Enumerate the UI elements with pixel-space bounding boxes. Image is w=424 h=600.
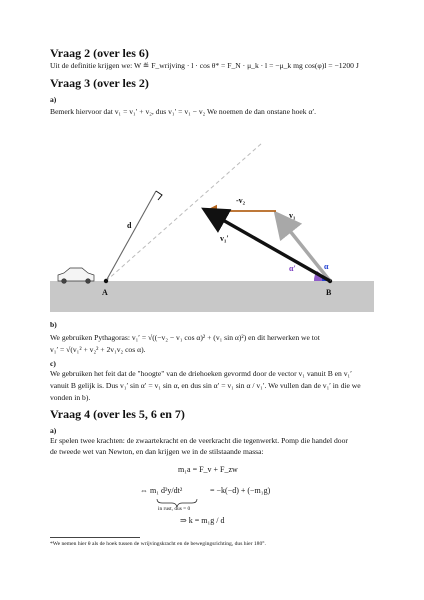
label-b: B (326, 288, 332, 297)
q3-part-b-line1: We gebruiken Pythagoras: v₁′ = √((−v₂ − v₁ cos α)² + (v₁ sin α)²) en dit herwerken we tot (50, 333, 320, 342)
label-v1: v₁ (289, 211, 296, 220)
equation-3: ⇒ k = m₁g / d (180, 516, 225, 525)
label-v1-prime: v₁′ (220, 234, 229, 243)
q3-part-c-line1: We gebruiken het feit dat de "hoogte" van de driehoeken gevormd door de vector v₁ vanuit B en v₁′ (50, 369, 352, 378)
label-a: A (102, 288, 108, 297)
q3-part-b-label: b) (50, 320, 57, 329)
q4-part-a-line1: Er spelen twee krachten: de zwaartekracht en de veerkracht die tegenwerkt. Pomp die handel door (50, 436, 348, 445)
q3-part-b-line2: v₁′ = √(v₁² + v₂² + 2v₁v₂ cos α). (50, 345, 146, 354)
equation-1: m₁a = F_v + F_zw (178, 465, 238, 474)
q3-part-c-line3: vonden in b). (50, 393, 91, 402)
q3-part-a-label: a) (50, 95, 57, 104)
q2-definition-line: Uit de definitie krijgen we: W ≝ F_wrijving · l · cos θ* = F_N · μ_k · l = −μ_k mg cos(φ)l = −1200 J (50, 61, 359, 70)
equation-2-underbrace-note: in rust, dus = 0 (158, 506, 191, 512)
q3-part-c-label: c) (50, 359, 56, 368)
label-alpha-prime: α′ (289, 264, 296, 273)
label-minus-v2: -v₂ (236, 196, 246, 205)
q2-heading: Vraag 2 (over les 6) (50, 46, 149, 60)
q3-part-c-line2: vanuit B gelijk is. Dus v₁′ sin α′ = v₁ sin α, en dus sin α′ = v₁ sin α / v₁′. We vullen dan de v₁′ in die we (50, 381, 361, 390)
q3-heading: Vraag 3 (over les 2) (50, 76, 149, 90)
q4-heading: Vraag 4 (over les 5, 6 en 7) (50, 407, 185, 421)
q4-part-a-line2: de tweede wet van Newton, en dan krijgen we in de stilstaande massa: (50, 447, 264, 456)
footnote: *We nemen hier θ als de hoek tussen de wrijvingskracht en de bewegingsrichting, dus hier 180°. (50, 541, 266, 547)
label-d: d (127, 221, 132, 230)
q3-part-a-text: Bemerk hiervoor dat v₁ = v₁′ + v₂, dus v₁′ = v₁ − v₂ We noemen de dan onstane hoek α′. (50, 107, 317, 116)
equation-2-right: = −k(−d) + (−m₁g) (210, 486, 271, 495)
label-alpha: α (324, 262, 329, 271)
equation-2-left: ⇔ m₁ d²y/dt² (140, 486, 183, 495)
q4-part-a-label: a) (50, 426, 57, 435)
footnote-rule (50, 537, 140, 538)
